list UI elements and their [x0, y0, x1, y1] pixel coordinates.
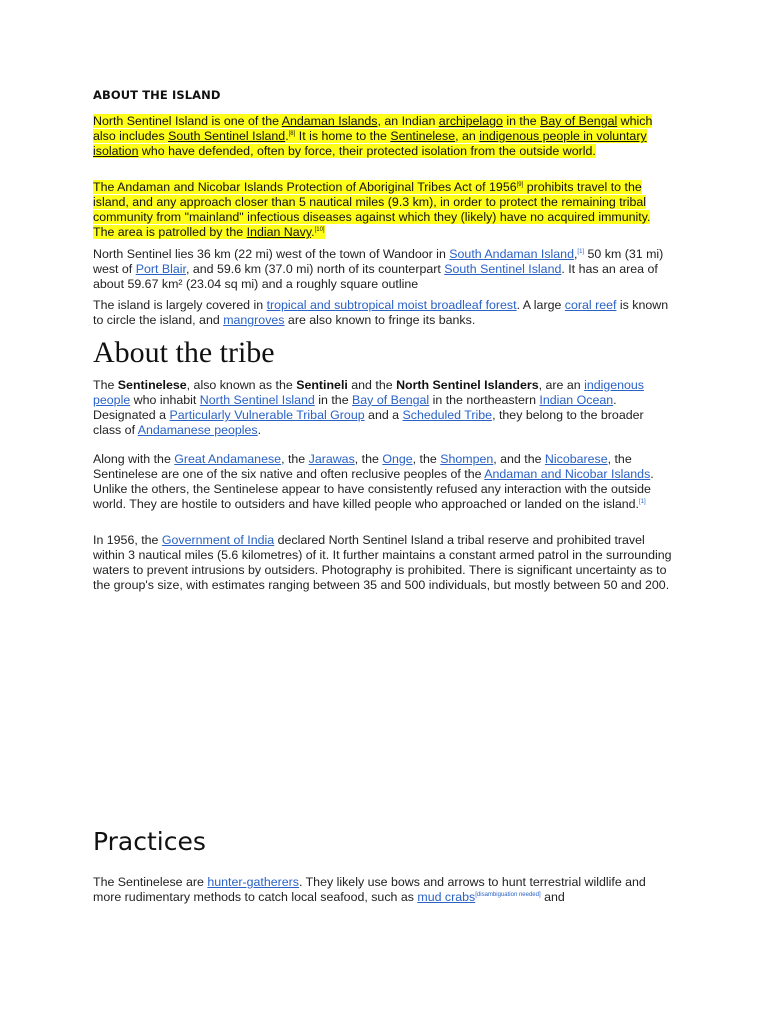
wiki-link[interactable]: Port Blair — [135, 262, 186, 276]
text-run: who inhabit — [130, 393, 200, 407]
wiki-link[interactable]: indigenous people — [93, 378, 645, 407]
text-run: and a — [364, 408, 403, 422]
paragraph-tribe-protection — [93, 533, 673, 593]
underlined-term[interactable]: Indian Navy — [246, 225, 312, 239]
text-run: in the — [502, 114, 541, 128]
text-run: which also includes — [93, 114, 653, 143]
citation-superscript[interactable]: [disambiguation needed] — [475, 892, 541, 898]
underlined-term[interactable]: indigenous people in voluntary isolation — [93, 129, 647, 158]
wiki-link[interactable]: Nicobarese — [544, 452, 608, 466]
citation-superscript[interactable]: [1] — [639, 499, 646, 505]
text-run: , the — [354, 452, 383, 466]
text-run: , an — [455, 129, 480, 143]
wiki-link[interactable]: Jarawas — [308, 452, 355, 466]
text-run: , — [573, 247, 578, 261]
wiki-link[interactable]: Government of India — [161, 533, 275, 547]
highlighted-text — [93, 180, 650, 239]
text-run: North Sentinel Island is one of the — [93, 114, 282, 128]
wiki-link[interactable]: North Sentinel Island — [199, 393, 315, 407]
underlined-term[interactable]: Andaman Islands — [281, 114, 378, 128]
wiki-link[interactable]: Great Andamanese — [174, 452, 282, 466]
text-run: Along with the — [93, 452, 175, 466]
text-run: and — [540, 890, 565, 904]
text-run: , and the — [493, 452, 545, 466]
text-run: in the — [314, 393, 353, 407]
wiki-link[interactable]: tropical and subtropical moist broadleaf forest — [266, 298, 517, 312]
underlined-term[interactable]: Sentinelese — [390, 129, 456, 143]
wiki-link[interactable]: coral reef — [564, 298, 617, 312]
text-run: , the Sentinelese are one of the six native and often reclusive peoples of the — [93, 452, 632, 481]
text-run: In 1956, the — [93, 533, 162, 547]
citation-superscript[interactable]: [8] — [288, 131, 296, 137]
text-run: . Unlike the others, the Sentinelese appear to have consistently refused any interaction with the outside world. They are hostile to outsiders and have killed people who approached or landed on the island. — [93, 467, 654, 511]
section-heading-about-tribe: About the tribe — [93, 336, 275, 369]
text-run: and the — [347, 378, 397, 392]
bold-term: Sentinelese — [117, 378, 187, 392]
text-run: The — [93, 378, 118, 392]
citation-superscript[interactable]: [1] — [577, 249, 585, 255]
paragraph-tribe-neighbors — [93, 452, 673, 512]
text-run: , are an — [538, 378, 585, 392]
wiki-link[interactable]: Indian Ocean — [539, 393, 614, 407]
paragraph-island-intro — [93, 114, 673, 159]
text-run: , and 59.6 km (37.0 mi) north of its counterpart — [185, 262, 445, 276]
wiki-link[interactable]: Andamanese peoples — [137, 423, 258, 437]
wiki-link[interactable]: South Andaman Island — [449, 247, 574, 261]
wiki-link[interactable]: Onge — [382, 452, 413, 466]
citation-superscript[interactable]: [9] — [516, 182, 524, 188]
citation-superscript[interactable]: [10] — [314, 227, 325, 233]
wiki-link[interactable]: Shompen — [440, 452, 494, 466]
wiki-link[interactable]: mud crabs — [417, 890, 476, 904]
text-run: It is home to the — [295, 129, 391, 143]
paragraph-geography — [93, 247, 673, 292]
text-run: are also known to fringe its banks. — [284, 313, 476, 327]
bold-term: North Sentinel Islanders — [396, 378, 539, 392]
paragraph-protection-act — [93, 180, 673, 240]
text-run: declared North Sentinel Island a tribal reserve and prohibited travel within 3 nautical miles (5.6 kilometres) of it. It further maintains a constant armed patrol in the surrounding waters to prevent intrusions by outsiders. Photography is prohibited. There is significant uncertainty as to the group's size, with estimates ranging between 35 and 500 individuals, but mostly between 50 and 200. — [93, 533, 672, 592]
paragraph-vegetation — [93, 298, 673, 328]
paragraph-practices — [93, 875, 673, 905]
underlined-term[interactable]: Bay of Bengal — [540, 114, 618, 128]
underlined-term[interactable]: archipelago — [438, 114, 503, 128]
text-run: . — [311, 225, 315, 239]
text-run: who have defended, often by force, their protected isolation from the outside world. — [138, 144, 596, 158]
text-run: , they belong to the broader class of — [93, 408, 644, 437]
text-run: The island is largely covered in — [93, 298, 267, 312]
text-run: . A large — [516, 298, 565, 312]
paragraph-tribe-intro — [93, 378, 673, 438]
section-heading-practices: Practices — [93, 827, 206, 856]
wiki-link[interactable]: mangroves — [223, 313, 285, 327]
text-run: is known to circle the island, and — [93, 298, 669, 327]
text-run: in the northeastern — [429, 393, 540, 407]
text-run: 50 km (31 mi) west of — [93, 247, 664, 276]
text-run: North Sentinel lies 36 km (22 mi) west of the town of Wandoor in — [93, 247, 450, 261]
text-run: . — [257, 423, 262, 437]
wiki-link[interactable]: South Sentinel Island — [444, 262, 562, 276]
text-run: The Andaman and Nicobar Islands Protection of Aboriginal Tribes Act of 1956 — [93, 180, 517, 194]
text-run: , the — [281, 452, 309, 466]
text-run: , an Indian — [377, 114, 439, 128]
text-run: , also known as the — [186, 378, 297, 392]
bold-term: Sentineli — [296, 378, 348, 392]
text-run: . They likely use bows and arrows to hunt terrestrial wildlife and more rudimentary methods to catch local seafood, such as — [93, 875, 646, 904]
section-heading-about-island: ABOUT THE ISLAND — [93, 88, 221, 102]
text-run: , the — [412, 452, 441, 466]
underlined-term[interactable]: South Sentinel Island — [168, 129, 286, 143]
wiki-link[interactable]: hunter-gatherers — [207, 875, 299, 889]
wiki-link[interactable]: Particularly Vulnerable Tribal Group — [169, 408, 365, 422]
text-run: The Sentinelese are — [93, 875, 208, 889]
highlighted-text — [93, 114, 652, 158]
wiki-link[interactable]: Bay of Bengal — [352, 393, 430, 407]
text-run: prohibits travel to the island, and any approach closer than 5 nautical miles (9.3 km), in order to protect the remaining tribal community from "mainland" infectious diseases against which they (likely) have no acquired immunity. The area is patrolled by the — [93, 180, 651, 239]
wiki-link[interactable]: Andaman and Nicobar Islands — [484, 467, 651, 481]
text-run: . It has an area of about 59.67 km² (23.04 sq mi) and a roughly square outline — [93, 262, 658, 291]
wiki-link[interactable]: Scheduled Tribe — [402, 408, 493, 422]
text-run: . — [285, 129, 289, 143]
text-run: . Designated a — [93, 393, 617, 422]
